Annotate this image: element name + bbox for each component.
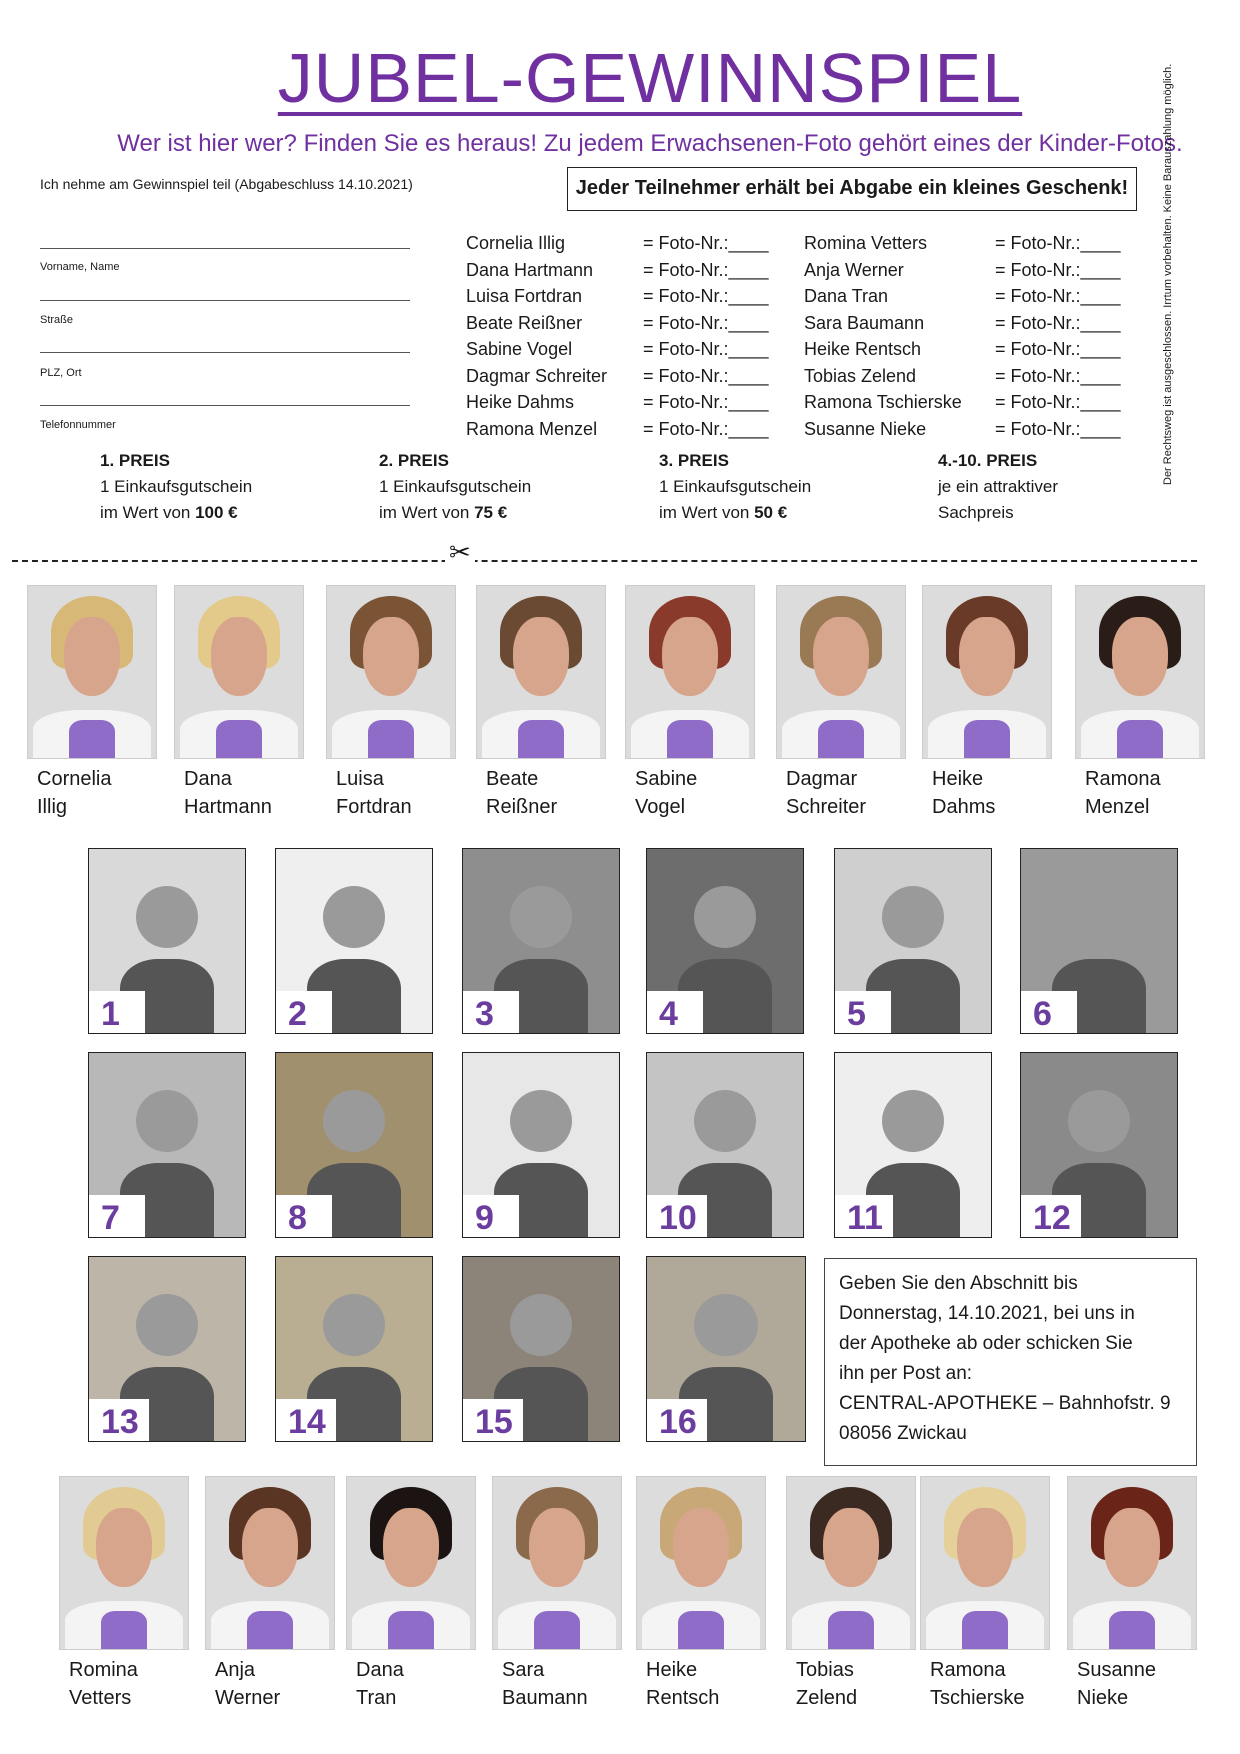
shirt-shape	[69, 720, 115, 758]
child-photo	[462, 848, 620, 1034]
foto-nr-field[interactable]: = Foto-Nr.:____	[995, 418, 1121, 439]
child-photo	[646, 1052, 804, 1238]
child-photo	[834, 1052, 992, 1238]
adult-name-label: Sabine Vogel	[635, 768, 698, 818]
child-face-shape	[882, 1090, 944, 1153]
face-shape	[383, 1508, 439, 1587]
child-photo	[275, 1052, 433, 1238]
prize-line: im Wert von	[379, 503, 475, 522]
foto-nr-field[interactable]: = Foto-Nr.:____	[995, 365, 1121, 386]
child-face-shape	[694, 1294, 757, 1357]
child-photo	[462, 1052, 620, 1238]
adult-name-label: Heike Rentsch	[646, 1659, 720, 1709]
participant-name: Dana Tran	[804, 286, 889, 306]
shirt-shape	[667, 720, 713, 758]
foto-nr-field[interactable]: = Foto-Nr.:____	[643, 365, 769, 386]
child-face-shape	[136, 1090, 198, 1153]
prize-value: 75 €	[474, 503, 508, 522]
shirt-shape	[964, 720, 1010, 758]
prize-2	[379, 448, 531, 526]
name-line[interactable]	[40, 248, 410, 249]
info-line: 08056 Zwickau	[839, 1423, 967, 1444]
shirt-shape	[818, 720, 864, 758]
shirt-shape	[962, 1611, 1008, 1649]
child-photo	[462, 1256, 620, 1442]
prize-value: 50 €	[754, 503, 788, 522]
photo-number: 7	[89, 1195, 145, 1237]
participation-note: Ich nehme am Gewinnspiel teil (Abgabeschluss 14.10.2021)	[40, 176, 413, 192]
photo-number: 8	[276, 1195, 332, 1237]
foto-nr-field[interactable]: = Foto-Nr.:____	[643, 392, 769, 412]
subtitle: Wer ist hier wer? Finden Sie es heraus! Zu jedem Erwachsenen-Foto gehört eines der Kinder-Fotos.	[117, 130, 1183, 157]
adult-name-label: Dana Hartmann	[184, 768, 272, 818]
face-shape	[959, 617, 1015, 696]
adult-photo	[205, 1476, 335, 1650]
phone-line[interactable]	[40, 405, 410, 406]
face-shape	[529, 1508, 585, 1587]
shirt-shape	[678, 1611, 724, 1649]
foto-nr-field[interactable]: = Foto-Nr.:____	[643, 418, 769, 439]
face-shape	[1112, 617, 1168, 696]
foto-nr-field[interactable]: = Foto-Nr.:____	[995, 392, 1121, 412]
face-shape	[662, 617, 718, 696]
prize-line: 1 Einkaufsgutschein	[659, 477, 812, 496]
face-shape	[813, 617, 869, 696]
foto-nr-field[interactable]: = Foto-Nr.:____	[643, 259, 769, 280]
prize-title: 4.-10. PREIS	[938, 451, 1038, 470]
child-face-shape	[694, 886, 756, 949]
photo-number: 15	[463, 1399, 523, 1441]
child-face-shape	[136, 1294, 198, 1357]
participant-name: Ramona Menzel	[466, 418, 598, 439]
face-shape	[513, 617, 569, 696]
participant-name: Dana Hartmann	[466, 259, 594, 280]
page-title: JUBEL-GEWINNSPIEL	[277, 39, 1023, 117]
prize-line: im Wert von	[100, 503, 196, 522]
adult-name-label: Luisa Fortdran	[336, 768, 412, 818]
photo-number: 6	[1021, 991, 1077, 1033]
child-face-shape	[323, 886, 385, 949]
child-face-shape	[510, 1090, 572, 1153]
adult-photo	[59, 1476, 189, 1650]
participant-name: Anja Werner	[804, 259, 904, 280]
child-photo	[646, 1256, 806, 1442]
child-face-shape	[1068, 1090, 1130, 1153]
adult-photo	[920, 1476, 1050, 1650]
adult-photo	[326, 585, 456, 759]
participant-name: Sara Baumann	[804, 312, 925, 333]
photo-number: 2	[276, 991, 332, 1033]
shirt-shape	[388, 1611, 434, 1649]
adult-name-label: Cornelia Illig	[37, 768, 112, 818]
photo-number: 9	[463, 1195, 519, 1237]
shirt-shape	[534, 1611, 580, 1649]
foto-nr-field[interactable]: = Foto-Nr.:____	[995, 286, 1121, 306]
face-shape	[1104, 1508, 1160, 1587]
child-photo	[88, 1052, 246, 1238]
child-photo	[1020, 1052, 1178, 1238]
face-shape	[363, 617, 419, 696]
photo-number: 10	[647, 1195, 707, 1237]
form-label-name: Vorname, Name	[40, 261, 120, 273]
shirt-shape	[828, 1611, 874, 1649]
foto-nr-field[interactable]: = Foto-Nr.:____	[643, 312, 769, 333]
submission-info-box	[824, 1258, 1197, 1466]
info-line: der Apotheke ab oder schicken Sie	[839, 1333, 1133, 1354]
adult-photo	[27, 585, 157, 759]
info-line: Geben Sie den Abschnitt bis	[839, 1273, 1078, 1294]
prize-line: 1 Einkaufsgutschein	[100, 477, 253, 496]
prize-3	[659, 448, 811, 526]
child-photo	[1020, 848, 1178, 1034]
cut-line	[12, 560, 1197, 562]
face-shape	[242, 1508, 298, 1587]
child-photo	[834, 848, 992, 1034]
adult-name-label: Ramona Menzel	[1085, 768, 1161, 818]
foto-nr-field[interactable]: = Foto-Nr.:____	[995, 339, 1121, 359]
child-photo	[88, 1256, 246, 1442]
adult-name-label: Anja Werner	[215, 1659, 281, 1709]
child-photo	[646, 848, 804, 1034]
child-face-shape	[1068, 886, 1130, 949]
adult-photo	[776, 585, 906, 759]
adult-photo	[476, 585, 606, 759]
adult-photo	[636, 1476, 766, 1650]
adult-photo	[346, 1476, 476, 1650]
legal-note: Der Rechtsweg ist ausgeschlossen. Irrtum vorbehalten. Keine Barauszahlung möglich.	[1162, 63, 1174, 485]
prize-line: je ein attraktiver	[938, 477, 1058, 496]
adult-photo	[1067, 1476, 1197, 1650]
adult-name-label: Beate Reißner	[486, 768, 558, 818]
city-line[interactable]	[40, 352, 410, 353]
form-label-phone: Telefonnummer	[40, 419, 116, 431]
child-photo	[275, 1256, 433, 1442]
prize-value: 100 €	[195, 503, 238, 522]
adult-photo	[174, 585, 304, 759]
photo-number: 3	[463, 991, 519, 1033]
foto-nr-field[interactable]: = Foto-Nr.:____	[643, 233, 769, 253]
child-face-shape	[323, 1294, 385, 1357]
participant-name: Heike Rentsch	[804, 339, 922, 359]
shirt-shape	[368, 720, 414, 758]
scissors-icon: ✂	[445, 537, 475, 568]
prize-title: 3. PREIS	[659, 451, 729, 470]
street-line[interactable]	[40, 300, 410, 301]
participant-name: Luisa Fortdran	[466, 286, 583, 306]
info-line: CENTRAL-APOTHEKE – Bahnhofstr. 9	[839, 1393, 1171, 1414]
prize-line: Sachpreis	[938, 503, 1014, 522]
participant-name: Beate Reißner	[466, 312, 583, 333]
foto-nr-field[interactable]: = Foto-Nr.:____	[995, 312, 1121, 333]
participant-name: Dagmar Schreiter	[466, 365, 608, 386]
photo-number: 5	[835, 991, 891, 1033]
photo-number: 1	[89, 991, 145, 1033]
prize-title: 2. PREIS	[379, 451, 449, 470]
adult-photo	[786, 1476, 916, 1650]
child-photo	[88, 848, 246, 1034]
info-line: Donnerstag, 14.10.2021, bei uns in	[839, 1303, 1135, 1324]
participant-name: Ramona Tschierske	[804, 392, 962, 412]
foto-nr-field[interactable]: = Foto-Nr.:____	[995, 233, 1121, 253]
child-photo	[275, 848, 433, 1034]
face-shape	[823, 1508, 879, 1587]
child-face-shape	[510, 886, 572, 949]
prize-4-10	[938, 448, 1058, 526]
face-shape	[64, 617, 120, 696]
participant-name: Susanne Nieke	[804, 418, 927, 439]
form-label-street: Straße	[40, 314, 74, 326]
adult-name-label: Ramona Tschierske	[930, 1659, 1025, 1709]
child-face-shape	[136, 886, 198, 949]
shirt-shape	[101, 1611, 147, 1649]
child-face-shape	[882, 886, 944, 949]
info-line: ihn per Post an:	[839, 1363, 973, 1384]
photo-number: 13	[89, 1399, 149, 1441]
prize-1	[100, 448, 252, 526]
adult-name-label: Romina Vetters	[69, 1659, 138, 1709]
face-shape	[673, 1508, 729, 1587]
adult-photo	[625, 585, 755, 759]
shirt-shape	[518, 720, 564, 758]
prize-title: 1. PREIS	[100, 451, 170, 470]
photo-number: 14	[276, 1399, 336, 1441]
form-label-city: PLZ, Ort	[40, 367, 82, 379]
child-face-shape	[694, 1090, 756, 1153]
adult-photo	[922, 585, 1052, 759]
photo-number: 12	[1021, 1195, 1081, 1237]
foto-nr-field[interactable]: = Foto-Nr.:____	[995, 259, 1121, 280]
foto-nr-field[interactable]: = Foto-Nr.:____	[643, 339, 769, 359]
adult-name-label: Dana Tran	[356, 1659, 404, 1709]
photo-number: 4	[647, 991, 703, 1033]
participant-name: Romina Vetters	[804, 233, 928, 253]
gift-note-box: Jeder Teilnehmer erhält bei Abgabe ein kleines Geschenk!	[567, 167, 1137, 211]
adult-photo	[492, 1476, 622, 1650]
child-face-shape	[323, 1090, 385, 1153]
adult-name-label: Dagmar Schreiter	[786, 768, 867, 818]
participant-name: Tobias Zelend	[804, 365, 917, 386]
child-face-shape	[510, 1294, 572, 1357]
face-shape	[211, 617, 267, 696]
shirt-shape	[247, 1611, 293, 1649]
photo-number: 11	[835, 1195, 893, 1237]
shirt-shape	[1109, 1611, 1155, 1649]
photo-number: 16	[647, 1399, 707, 1441]
participant-name: Cornelia Illig	[466, 233, 566, 253]
shirt-shape	[1117, 720, 1163, 758]
adult-name-label: Heike Dahms	[932, 768, 996, 818]
prize-line: 1 Einkaufsgutschein	[379, 477, 532, 496]
shirt-shape	[216, 720, 262, 758]
adult-name-label: Susanne Nieke	[1077, 1659, 1156, 1709]
face-shape	[96, 1508, 152, 1587]
foto-nr-field[interactable]: = Foto-Nr.:____	[643, 286, 769, 306]
participant-name: Sabine Vogel	[466, 339, 573, 359]
adult-photo	[1075, 585, 1205, 759]
adult-name-label: Tobias Zelend	[796, 1659, 858, 1709]
participant-name: Heike Dahms	[466, 392, 575, 412]
prize-line: im Wert von	[659, 503, 755, 522]
face-shape	[957, 1508, 1013, 1587]
adult-name-label: Sara Baumann	[502, 1659, 588, 1709]
